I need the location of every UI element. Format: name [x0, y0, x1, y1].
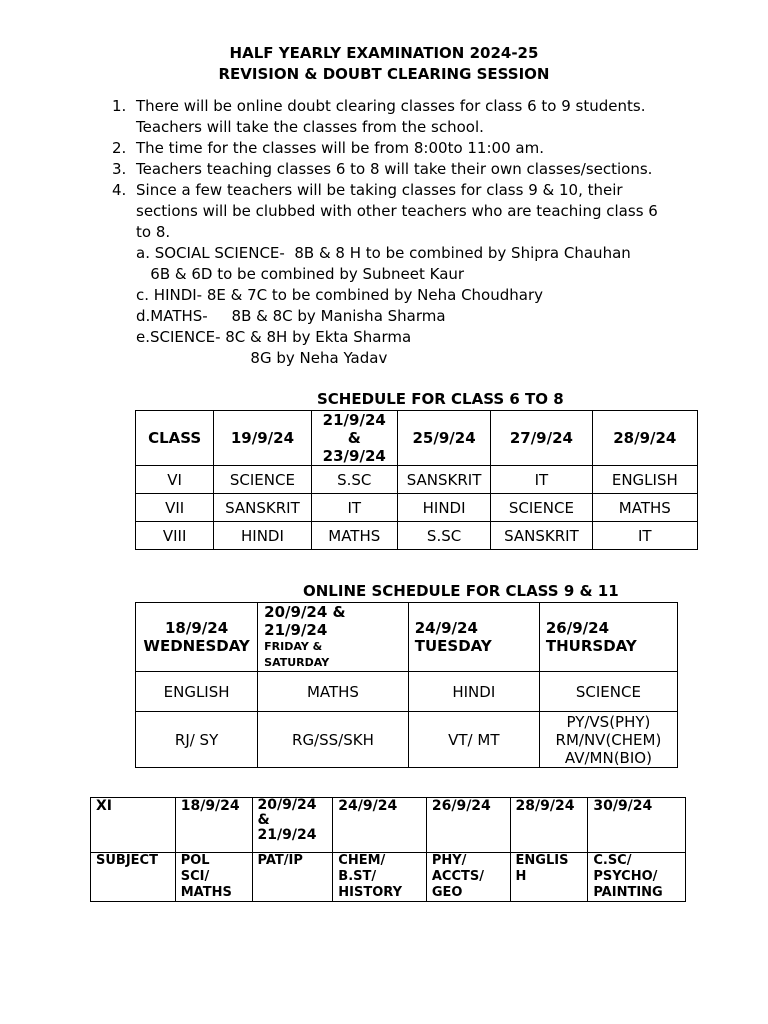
- table-cell: ENGLISH: [592, 466, 697, 494]
- header-cell: 21/9/24 & 23/9/24: [311, 411, 397, 466]
- table-cell: PAT/IP: [252, 853, 333, 902]
- header-cell: [408, 603, 539, 672]
- header-date: 18/9/24: [165, 619, 229, 637]
- schedule-9-11-heading: ONLINE SCHEDULE FOR CLASS 9 & 11: [303, 582, 619, 600]
- sub-point: a. SOCIAL SCIENCE- 8B & 8 H to be combined by Shipra Chauhan: [136, 244, 631, 262]
- sub-point: d.MATHS- 8B & 8C by Manisha Sharma: [136, 307, 446, 325]
- point-number: 2.: [112, 139, 127, 157]
- table-cell: HINDI: [397, 494, 490, 522]
- page-subtitle: REVISION & DOUBT CLEARING SESSION: [218, 65, 550, 83]
- header-cell: 28/9/24: [592, 411, 697, 466]
- point-line: to 8.: [136, 223, 171, 241]
- header-cell: [136, 603, 258, 672]
- schedule-6-8-heading: SCHEDULE FOR CLASS 6 TO 8: [317, 390, 564, 408]
- point-number: 3.: [112, 160, 127, 178]
- header-day: WEDNESDAY: [143, 637, 250, 655]
- schedule-9-11-table: [135, 602, 678, 768]
- header-date: 20/9/24 & 21/9/24: [264, 603, 346, 639]
- table-cell: S.SC: [311, 466, 397, 494]
- header-cell: 18/9/24: [175, 798, 252, 853]
- header-cell: 27/9/24: [491, 411, 592, 466]
- header-cell: 25/9/24: [397, 411, 490, 466]
- header-cell: [258, 603, 409, 672]
- point-line: The time for the classes will be from 8:00to 11:00 am.: [136, 139, 544, 157]
- header-cell: 20/9/24 & 21/9/24: [252, 798, 333, 853]
- table-cell: SANSKRIT: [491, 522, 592, 550]
- sub-point: c. HINDI- 8E & 7C to be combined by Neha Choudhary: [136, 286, 544, 304]
- table-cell: VIII: [136, 522, 214, 550]
- header-cell: 24/9/24: [333, 798, 427, 853]
- sub-point: 8G by Neha Yadav: [136, 349, 388, 367]
- table-cell: SANSKRIT: [214, 494, 311, 522]
- teacher-cell: VT/ MT: [408, 712, 539, 768]
- teacher-cell: RG/SS/SKH: [258, 712, 409, 768]
- header-day: TUESDAY: [414, 637, 492, 655]
- header-cell: XI: [91, 798, 176, 853]
- point-number: 1.: [112, 97, 127, 115]
- schedule-xi-table: [90, 797, 686, 902]
- table-cell: MATHS: [592, 494, 697, 522]
- table-cell: IT: [592, 522, 697, 550]
- teacher-cell: RJ/ SY: [136, 712, 258, 768]
- header-day-small: FRIDAY & SATURDAY: [264, 640, 330, 669]
- table-cell: CHEM/ B.ST/ HISTORY: [333, 853, 427, 902]
- teacher-cell: PY/VS(PHY) RM/NV(CHEM) AV/MN(BIO): [539, 712, 677, 768]
- subject-cell: ENGLISH: [136, 672, 258, 712]
- header-cell: 28/9/24: [510, 798, 588, 853]
- subject-cell: MATHS: [258, 672, 409, 712]
- table-cell: VII: [136, 494, 214, 522]
- point-line: Since a few teachers will be taking classes for class 9 & 10, their: [136, 181, 623, 199]
- point-number: 4.: [112, 181, 127, 199]
- table-cell: C.SC/ PSYCHO/ PAINTING: [588, 853, 686, 902]
- point-line: sections will be clubbed with other teachers who are teaching class 6: [136, 202, 658, 220]
- table-cell: ENGLIS H: [510, 853, 588, 902]
- header-date: 26/9/24: [545, 619, 610, 637]
- page-title: HALF YEARLY EXAMINATION 2024-25: [229, 44, 539, 62]
- table-cell: SANSKRIT: [397, 466, 490, 494]
- sub-point: e.SCIENCE- 8C & 8H by Ekta Sharma: [136, 328, 412, 346]
- table-cell: SUBJECT: [91, 853, 176, 902]
- table-cell: SCIENCE: [214, 466, 311, 494]
- table-cell: VI: [136, 466, 214, 494]
- header-cell: 26/9/24: [426, 798, 510, 853]
- table-cell: IT: [311, 494, 397, 522]
- table-cell: SCIENCE: [491, 494, 592, 522]
- subject-cell: HINDI: [408, 672, 539, 712]
- header-day: THURSDAY: [545, 637, 637, 655]
- table-cell: MATHS: [311, 522, 397, 550]
- header-cell: CLASS: [136, 411, 214, 466]
- header-date: 24/9/24: [414, 619, 478, 637]
- schedule-6-8-table: [135, 410, 698, 550]
- table-cell: S.SC: [397, 522, 490, 550]
- table-cell: POL SCI/ MATHS: [175, 853, 252, 902]
- table-cell: HINDI: [214, 522, 311, 550]
- sub-point: 6B & 6D to be combined by Subneet Kaur: [136, 265, 465, 283]
- point-line: Teachers teaching classes 6 to 8 will take their own classes/sections.: [136, 160, 653, 178]
- point-line: Teachers will take the classes from the school.: [136, 118, 484, 136]
- subject-cell: SCIENCE: [539, 672, 677, 712]
- table-cell: IT: [491, 466, 592, 494]
- point-line: There will be online doubt clearing classes for class 6 to 9 students.: [136, 97, 646, 115]
- table-cell: PHY/ ACCTS/ GEO: [426, 853, 510, 902]
- header-cell: 19/9/24: [214, 411, 311, 466]
- header-cell: [539, 603, 677, 672]
- header-cell: 30/9/24: [588, 798, 686, 853]
